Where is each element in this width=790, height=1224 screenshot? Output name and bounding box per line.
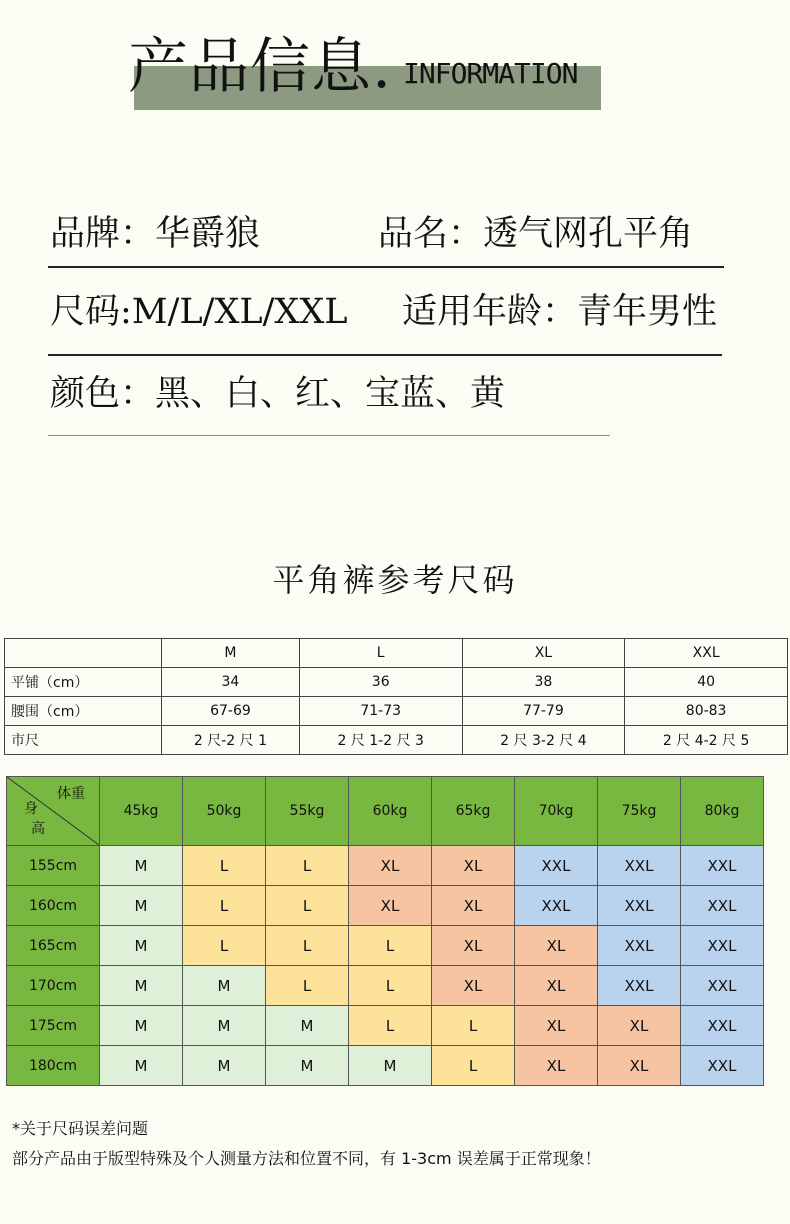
grid-row [7,846,764,886]
size-cell: M [183,1046,266,1086]
table-cell: 2 尺-2 尺 1 [162,726,300,755]
product-name-text: 品名：透气网孔平角 [378,214,694,254]
table-cell: 77-79 [462,697,625,726]
height-header-cell: 160cm [7,886,100,926]
table-header-cell: XXL [625,639,788,668]
size-cell: L [349,1006,432,1046]
grid-row [7,1006,764,1046]
size-cell: M [100,1006,183,1046]
size-cell: XXL [681,886,764,926]
size-cell: M [100,846,183,886]
size-chart-title: 平角裤参考尺码 [272,561,518,599]
size-cell: XL [349,886,432,926]
size-cell: L [432,1046,515,1086]
size-cell: L [183,846,266,886]
size-cell: XXL [515,846,598,886]
table-row [5,726,788,755]
table-header-cell: L [299,639,462,668]
size-cell: L [183,926,266,966]
height-axis-char: 高 [31,821,45,837]
height-header-cell: 170cm [7,966,100,1006]
size-cell: XXL [681,1046,764,1086]
size-cell: XL [515,926,598,966]
grid-corner-cell [7,777,100,846]
weight-header-cell: 60kg [349,777,432,846]
size-cell: L [349,926,432,966]
grid-row [7,926,764,966]
size-cell: L [349,966,432,1006]
info-header [128,28,618,118]
divider [48,354,722,356]
grid-row [7,886,764,926]
size-measurement-table [4,638,788,755]
table-cell: 2 尺 4-2 尺 5 [625,726,788,755]
size-cell: M [100,966,183,1006]
weight-header-cell: 80kg [681,777,764,846]
size-cell: XL [349,846,432,886]
size-cell: XL [598,1046,681,1086]
table-cell: 2 尺 1-2 尺 3 [299,726,462,755]
colors-text: 颜色：黑、白、红、宝蓝、黄 [50,374,506,414]
height-header-cell: 180cm [7,1046,100,1086]
table-row [5,697,788,726]
size-cell: M [100,1046,183,1086]
size-cell: XXL [515,886,598,926]
size-cell: XXL [598,886,681,926]
table-row-label: 平铺（cm） [5,668,162,697]
size-cell: M [266,1006,349,1046]
table-row [5,668,788,697]
height-axis-label [17,799,45,839]
table-cell: 40 [625,668,788,697]
size-cell: XXL [598,966,681,1006]
size-cell: XL [598,1006,681,1046]
size-cell: XL [515,1006,598,1046]
weight-header-cell: 75kg [598,777,681,846]
height-header-cell: 165cm [7,926,100,966]
grid-header-row [7,777,764,846]
size-cell: L [266,846,349,886]
size-cell: M [183,966,266,1006]
table-cell: 80-83 [625,697,788,726]
title-english: INFORMATION [403,57,578,90]
weight-header-cell: 70kg [515,777,598,846]
size-cell: M [183,1006,266,1046]
weight-header-cell: 45kg [100,777,183,846]
brand-text: 品牌：华爵狼 [50,214,261,254]
size-cell: XXL [598,926,681,966]
size-cell: XXL [681,966,764,1006]
weight-header-cell: 50kg [183,777,266,846]
size-cell: XL [432,926,515,966]
grid-row [7,1046,764,1086]
size-cell: M [266,1046,349,1086]
size-cell: L [183,886,266,926]
size-cell: XXL [681,1006,764,1046]
size-cell: XL [432,966,515,1006]
size-cell: L [266,886,349,926]
table-header-row [5,639,788,668]
age-text: 适用年龄：青年男性 [402,292,718,332]
table-cell [5,639,162,668]
height-header-cell: 155cm [7,846,100,886]
table-row-label: 市尺 [5,726,162,755]
size-cell: XL [432,886,515,926]
size-cell: XXL [598,846,681,886]
size-cell: XXL [681,926,764,966]
weight-axis-label: 体重 [57,786,85,802]
table-header-cell: XL [462,639,625,668]
size-note-body: 部分产品由于版型特殊及个人测量方法和位置不同，有 1-3cm 误差属于正常现象！ [12,1149,601,1168]
size-note-heading: *关于尺码误差问题 [12,1119,149,1138]
sizes-text: 尺码:M/L/XL/XXL [50,292,348,332]
height-header-cell: 175cm [7,1006,100,1046]
size-cell: L [266,926,349,966]
table-row-label: 腰围（cm） [5,697,162,726]
table-cell: 2 尺 3-2 尺 4 [462,726,625,755]
table-cell: 71-73 [299,697,462,726]
title-chinese: 产品信息. [128,32,393,102]
size-cell: M [100,886,183,926]
size-cell: XXL [681,846,764,886]
divider [48,266,724,268]
height-weight-size-grid [6,776,764,1086]
size-cell: XL [515,966,598,1006]
size-cell: XL [432,846,515,886]
size-cell: M [100,926,183,966]
divider [48,435,610,436]
weight-header-cell: 65kg [432,777,515,846]
table-header-cell: M [162,639,300,668]
height-axis-char: 身 [24,801,38,817]
size-cell: L [266,966,349,1006]
size-cell: XL [515,1046,598,1086]
table-cell: 36 [299,668,462,697]
grid-row [7,966,764,1006]
weight-header-cell: 55kg [266,777,349,846]
table-cell: 38 [462,668,625,697]
table-cell: 67-69 [162,697,300,726]
size-cell: M [349,1046,432,1086]
size-cell: L [432,1006,515,1046]
table-cell: 34 [162,668,300,697]
